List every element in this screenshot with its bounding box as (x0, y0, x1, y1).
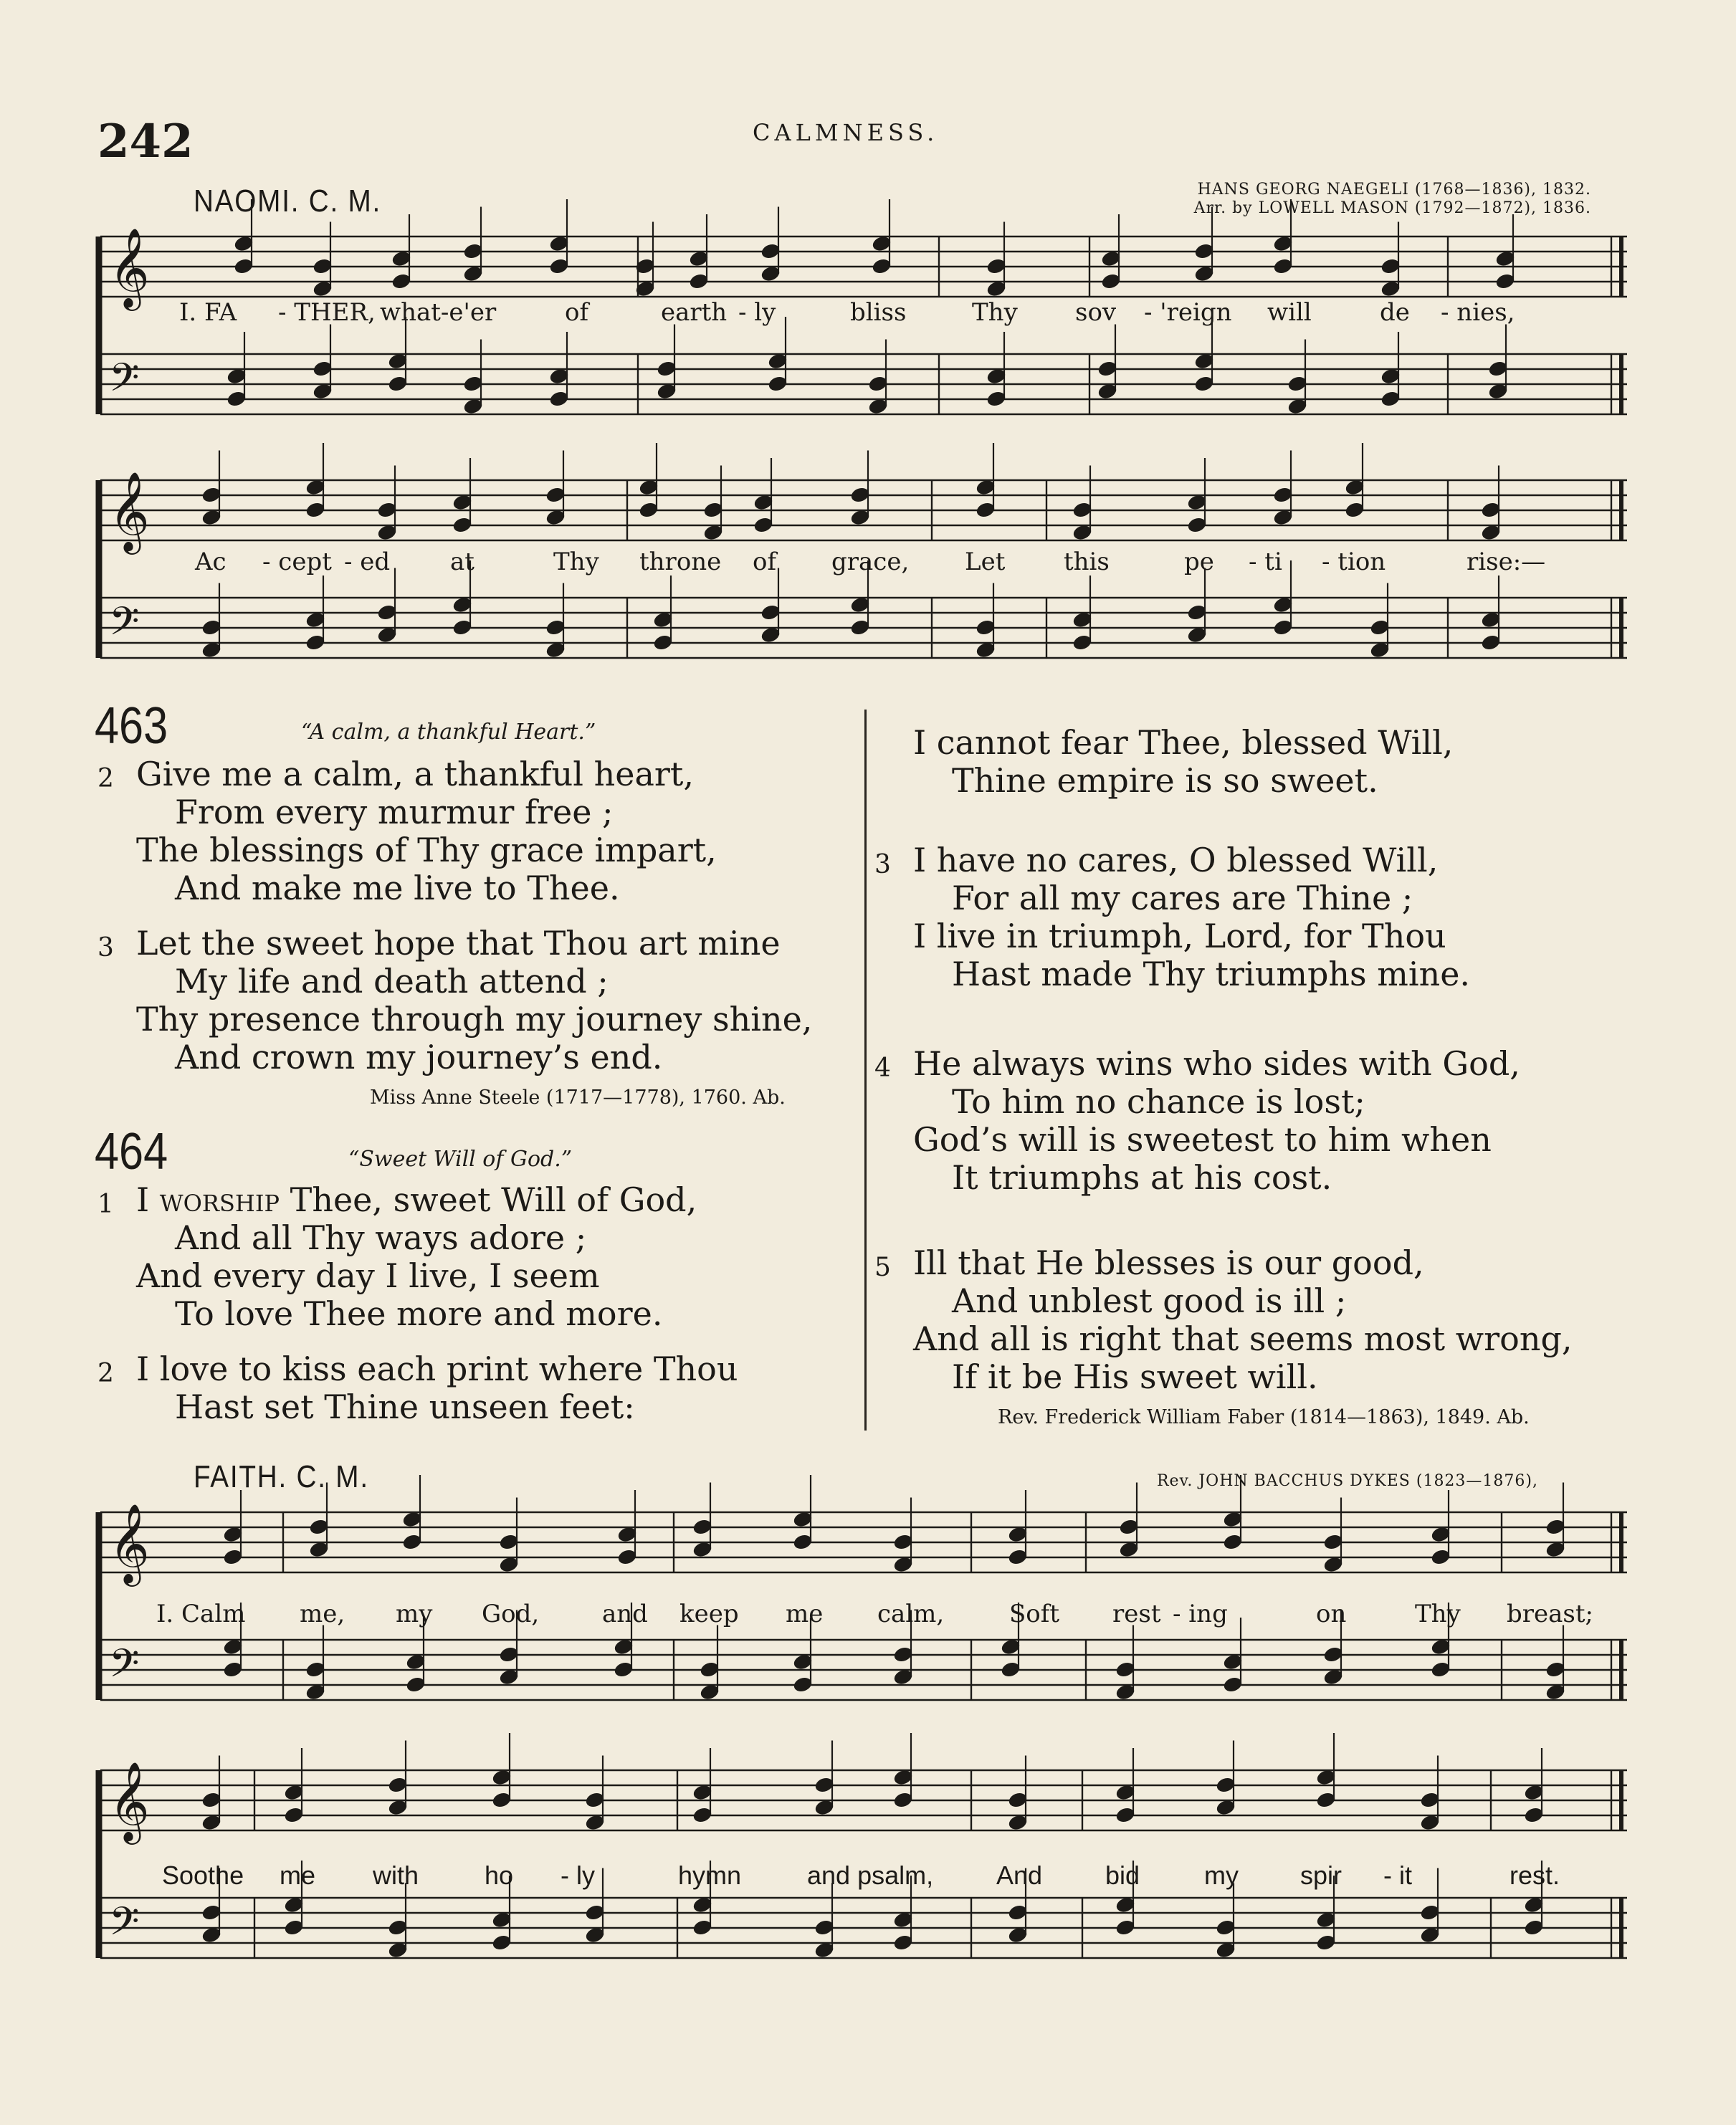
lyric-syllable: me, (300, 1600, 345, 1628)
hymn-464-verse-2 (97, 1350, 738, 1426)
verse-line: He always wins who sides with God, (913, 1044, 1520, 1083)
verse-line: Let the sweet hope that Thou art mine (136, 924, 781, 963)
lyric-syllable: God, (482, 1600, 540, 1628)
lyric-syllable: and (602, 1600, 648, 1628)
verse-line: And crown my journey’s end. (175, 1038, 663, 1076)
lyric-syllable: sov (1075, 298, 1117, 327)
tune-credit-faith: Rev. JOHN BACCHUS DYKES (1823—1876), (1156, 1472, 1538, 1490)
lyric-syllable: Soothe (162, 1861, 244, 1890)
hymn-463-attribution: Miss Anne Steele (1717—1778), 1760. Ab. (370, 1087, 786, 1109)
treble-clef-icon: 𝄞 (109, 1761, 150, 1841)
verse-number: 2 (97, 764, 114, 793)
hymn-464-attribution: Rev. Frederick William Faber (1814—1863), 1849. Ab. (998, 1406, 1530, 1428)
lyric-syllable: - ly (738, 298, 776, 327)
lyric-syllable: - 'reign (1144, 298, 1232, 327)
tune-title-naomi: NAOMI. C. M. (194, 183, 382, 219)
lyric-syllable: will (1267, 298, 1312, 327)
running-head: CALMNESS. (753, 119, 939, 146)
verse-line: To love Thee more and more. (175, 1294, 663, 1333)
verse-line: God’s will is sweetest to him when (913, 1120, 1492, 1159)
lyric-syllable: breast; (1507, 1600, 1593, 1628)
verse-line: And every day I live, I seem (136, 1256, 600, 1295)
lyric-syllable: Thy (972, 298, 1018, 327)
lyric-syllable: calm, (877, 1600, 945, 1628)
lyric-syllable: at (450, 548, 474, 576)
lyric-syllable: - THER, (278, 298, 376, 327)
verse-number: 3 (97, 933, 114, 963)
lyric-syllable: Thy (1415, 1600, 1461, 1628)
verse-line: I have no cares, O blessed Will, (913, 841, 1439, 879)
verse-line: Thine empire is so sweet. (952, 761, 1378, 800)
lyric-syllable: - ed (344, 548, 391, 576)
lyric-syllable: And (996, 1861, 1043, 1890)
tune-credit-naomi (975, 181, 1591, 218)
hymn-464-verse-2-continued (874, 724, 1453, 800)
lyric-syllable: me (280, 1861, 316, 1890)
lyric-syllable: Ac (195, 548, 226, 576)
treble-clef-icon: 𝄞 (109, 1503, 150, 1583)
verse-line: And all is right that seems most wrong, (913, 1319, 1573, 1358)
lyric-syllable: - cept (262, 548, 332, 576)
verse-number: 1 (97, 1190, 114, 1219)
hymn-463-verse-3 (97, 925, 812, 1076)
verse-number: 2 (97, 1359, 114, 1388)
bass-clef-icon: 𝄢 (109, 598, 140, 654)
treble-clef-icon: 𝄞 (109, 471, 150, 551)
lyric-syllable: - tion (1322, 548, 1386, 576)
lyric-syllable: me (786, 1600, 824, 1628)
lyric-syllable: Let (965, 548, 1006, 576)
verse-line: The blessings of Thy grace impart, (136, 831, 717, 869)
verse-line: Hast made Thy triumphs mine. (952, 955, 1471, 993)
bass-clef-icon: 𝄢 (109, 355, 140, 410)
verse-line: Hast set Thine unseen feet: (175, 1388, 635, 1426)
verse-line: My life and death attend ; (175, 962, 609, 1001)
lyric-syllable: with (373, 1861, 419, 1890)
hymn-number-463: 463 (95, 697, 168, 755)
lyric-syllable: rest (1112, 1600, 1161, 1628)
verse-line: Ill that He blesses is our good, (913, 1243, 1424, 1282)
verse-line: I live in triumph, Lord, for Thou (913, 917, 1446, 955)
lyric-syllable: bliss (850, 298, 907, 327)
verse-line: Give me a calm, a thankful heart, (136, 755, 695, 793)
lyric-syllable: de (1380, 298, 1410, 327)
hymn-464-verse-4 (874, 1045, 1520, 1197)
lyric-syllable: rest. (1510, 1861, 1560, 1890)
verse-line: And all Thy ways adore ; (175, 1218, 587, 1257)
verse-line: Thy presence through my journey shine, (136, 1000, 813, 1038)
lyric-syllable: - ti (1249, 548, 1282, 576)
column-divider (864, 710, 867, 1431)
hymn-motto-463: “A calm, a thankful Heart.” (301, 720, 596, 745)
page-number: 242 (97, 115, 194, 168)
lyric-syllable: this (1064, 548, 1110, 576)
verse-line: I cannot fear Thee, blessed Will, (913, 723, 1454, 762)
verse-line: For all my cares are Thine ; (952, 879, 1413, 917)
hymn-463-verse-2 (97, 755, 717, 907)
verse-line (136, 1181, 697, 1219)
lyric-syllable: - nies, (1441, 298, 1515, 327)
hymn-464-verse-1 (97, 1181, 697, 1333)
lyric-syllable: Soft (1009, 1600, 1060, 1628)
verse-line: To him no chance is lost; (952, 1082, 1365, 1121)
tune-title-faith: FAITH. C. M. (194, 1459, 369, 1494)
lyric-syllable: Thy (553, 548, 599, 576)
lyric-syllable: - ing (1173, 1600, 1228, 1628)
lyric-syllable: keep (679, 1600, 739, 1628)
lyric-syllable: earth (661, 298, 728, 327)
lyric-syllable: on (1316, 1600, 1347, 1628)
lyric-syllable: ho (485, 1861, 514, 1890)
lyric-syllable: of (753, 548, 777, 576)
bass-clef-icon: 𝄢 (109, 1899, 140, 1954)
verse-line: I love to kiss each print where Thou (136, 1350, 738, 1388)
lyric-syllable: my (1204, 1861, 1239, 1890)
lyric-syllable: grace, (831, 548, 910, 576)
verse-number: 5 (874, 1253, 891, 1282)
lyric-syllable: my (396, 1600, 433, 1628)
lyric-syllable: I. FA (179, 298, 237, 327)
verse-line: And make me live to Thee. (175, 869, 620, 907)
lyric-syllable: pe (1184, 548, 1214, 576)
verse-line: And unblest good is ill ; (952, 1281, 1347, 1320)
lyric-syllable: - ly (561, 1861, 595, 1890)
composer-credit: HANS GEORG NAEGELI (1768—1836), 1832. (1197, 181, 1591, 199)
hymn-motto-464: “Sweet Will of God.” (348, 1147, 573, 1172)
lyric-syllable: hymn (678, 1861, 742, 1890)
verse-number: 4 (874, 1054, 891, 1083)
lyric-syllable: of (565, 298, 589, 327)
lyric-syllable: bid (1105, 1861, 1140, 1890)
lyric-syllable: I. Calm (156, 1600, 246, 1628)
treble-clef-icon: 𝄞 (109, 227, 150, 307)
bass-clef-icon: 𝄢 (109, 1641, 140, 1696)
lyric-syllable: spir (1300, 1861, 1342, 1890)
lyric-syllable: throne (639, 548, 722, 576)
verse-line: From every murmur free ; (175, 793, 614, 831)
arranger-credit: Arr. by LOWELL MASON (1792—1872), 1836. (1193, 199, 1591, 217)
hymn-number-464: 464 (95, 1123, 168, 1180)
lyric-syllable: - it (1383, 1861, 1412, 1890)
verse-first-word: I worship (136, 1180, 280, 1219)
lyric-syllable: what-e'er (380, 298, 497, 327)
verse-line: It triumphs at his cost. (952, 1158, 1332, 1197)
lyric-syllable: rise:— (1466, 548, 1546, 576)
verse-number: 3 (874, 850, 891, 879)
verse-line-rest: Thee, sweet Will of God, (280, 1180, 697, 1219)
verse-line: If it be His sweet will. (952, 1357, 1318, 1396)
hymn-464-verse-3 (874, 841, 1470, 993)
lyric-syllable: and psalm, (807, 1861, 934, 1890)
hymn-464-verse-5 (874, 1244, 1573, 1396)
